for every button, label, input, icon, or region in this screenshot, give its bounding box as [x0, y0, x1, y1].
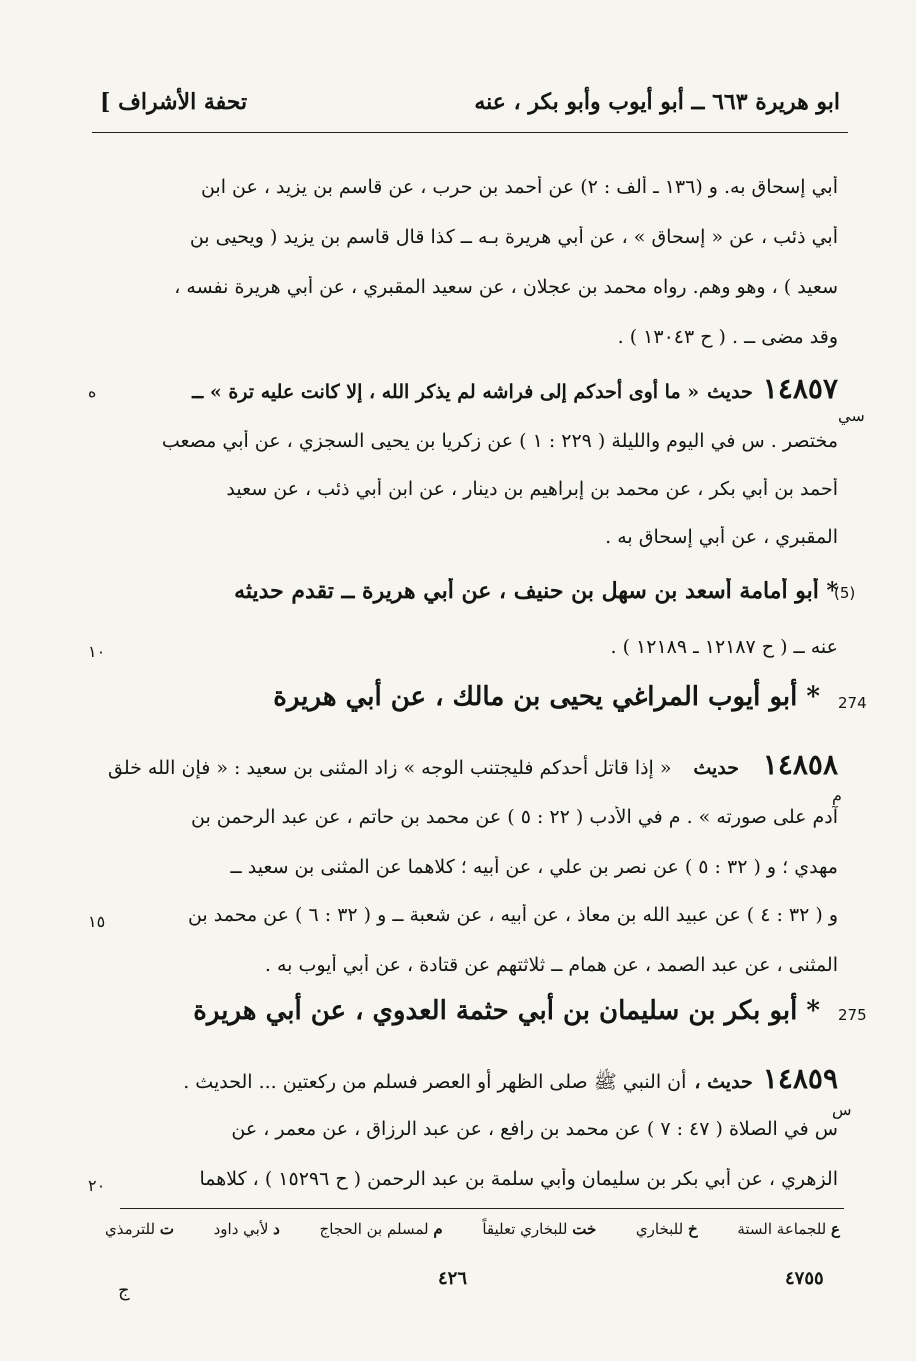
hadith-label: حديث ، — [694, 1071, 753, 1093]
legend-item: خ للبخاري — [635, 1220, 698, 1238]
legend-item: د لأبي داود — [213, 1220, 280, 1238]
hadith-number: ١٤٨٥٩ — [762, 1062, 838, 1095]
margin-siglum: س — [832, 1100, 852, 1119]
text-line: مختصر . س في اليوم والليلة ( ٢٢٩ : ١ ) عن زكريا بن يحيى السجزي ، عن أبي مصعب — [161, 430, 838, 452]
header-book-title: تحفة الأشراف ] — [100, 89, 248, 115]
margin-letter: ه — [88, 382, 97, 401]
hadith-number: ١٤٨٥٨ — [762, 748, 838, 781]
narrator-heading: * أبو أيوب المراغي يحيى بن مالك ، عن أبي هريرة — [273, 682, 820, 712]
legend-item: خت للبخاري تعليقاً — [482, 1220, 597, 1238]
footer-rule — [120, 1208, 844, 1209]
hadith-label: حديث — [693, 757, 739, 779]
section-number: (5) — [834, 584, 856, 602]
narrator-heading: * أبو أمامة أسعد بن سهل بن حنيف ، عن أبي هريرة ــ تقدم حديثه — [234, 578, 838, 604]
hadith-number: ١٤٨٥٧ — [762, 372, 838, 405]
page-number: ٤٢٦ — [438, 1268, 468, 1289]
legend-item: ت للترمذي — [105, 1220, 174, 1238]
hadith-text: « إذا قاتل أحدكم فليجتنب الوجه » زاد المثنى بن سعيد : « فإن الله خلق — [108, 757, 672, 779]
margin-line-number: ٢٠ — [88, 1176, 106, 1195]
text-line: و ( ٣٢ : ٤ ) عن عبيد الله بن معاذ ، عن أبيه ، عن شعبة ــ و ( ٣٢ : ٦ ) عن محمد بن — [187, 904, 838, 926]
text-line: مهدي ؛ و ( ٣٢ : ٥ ) عن نصر بن علي ، عن أبيه ؛ كلاهما عن المثنى بن سعيد ــ — [230, 856, 838, 878]
header-section-title: ابو هريرة ٦٦٣ ــ أبو أيوب وأبو بكر ، عنه — [474, 89, 840, 115]
running-header — [100, 82, 840, 122]
narrator-heading: * أبو بكر بن سليمان بن أبي حثمة العدوي ، عن أبي هريرة — [193, 996, 820, 1026]
narrator-line — [108, 578, 838, 604]
section-number: 274 — [838, 694, 867, 712]
margin-line-number: ١٥ — [88, 912, 106, 931]
text-line: وقد مضى ــ . ( ح ١٣٠٤٣ ) . — [617, 326, 838, 348]
legend-item: م لمسلم بن الحجاج — [319, 1220, 443, 1238]
text-line: أبي ذئب ، عن « إسحاق » ، عن أبي هريرة بـه ــ كذا قال قاسم بن يزيد ( ويحيى بن — [189, 226, 838, 248]
header-rule — [92, 132, 848, 133]
text-line: الزهري ، عن أبي بكر بن سليمان وأبي سلمة بن عبد الرحمن ( ح ١٥٢٩٦ ) ، كلاهما — [199, 1168, 838, 1190]
hadith-line — [108, 748, 838, 781]
text-line: أحمد بن أبي بكر ، عن محمد بن إبراهيم بن دينار ، عن ابن أبي ذئب ، عن سعيد — [226, 478, 838, 500]
hadith-line — [108, 1062, 838, 1098]
text-line: آدم على صورته » . م في الأدب ( ٢٢ : ٥ ) عن محمد بن حاتم ، عن عبد الرحمن بن — [191, 806, 838, 828]
text-line: أبي إسحاق به. و (١٣٦ ـ ألف : ٢) عن أحمد بن حرب ، عن قاسم بن يزيد ، عن ابن — [200, 176, 838, 198]
text-line: المثنى ، عن عبد الصمد ، عن همام ــ ثلاثتهم عن قتادة ، عن أبي أيوب به . — [264, 954, 838, 976]
margin-siglum: سي — [838, 406, 865, 425]
signature-mark: ج — [118, 1280, 130, 1301]
text-line: س في الصلاة ( ٤٧ : ٧ ) عن محمد بن رافع ، عن عبد الرزاق ، عن معمر ، عن — [231, 1118, 838, 1140]
hadith-line — [108, 372, 838, 405]
margin-siglum: م — [832, 786, 842, 805]
legend-item: ع للجماعة الستة — [737, 1220, 840, 1238]
abbreviation-legend — [105, 1220, 840, 1238]
section-number: 275 — [838, 1006, 867, 1024]
text-line: سعيد ) ، وهو وهم. رواه محمد بن عجلان ، عن سعيد المقبري ، عن أبي هريرة نفسه ، — [174, 276, 838, 298]
hadith-text: « ما أوى أحدكم إلى فراشه لم يذكر الله ، إلا كانت عليه ترة » ــ — [192, 381, 700, 403]
hadith-label: حديث — [707, 381, 753, 403]
text-line: عنه ــ ( ح ١٢١٨٧ ـ ١٢١٨٩ ) . — [610, 636, 838, 658]
hadith-text: أن النبي ﷺ صلى الظهر أو العصر فسلم من ركعتين ... الحديث . — [183, 1071, 687, 1093]
text-line: المقبري ، عن أبي إسحاق به . — [605, 526, 838, 548]
margin-line-number: ١٠ — [88, 642, 106, 661]
volume-code: ٤٧٥٥ — [785, 1268, 824, 1289]
